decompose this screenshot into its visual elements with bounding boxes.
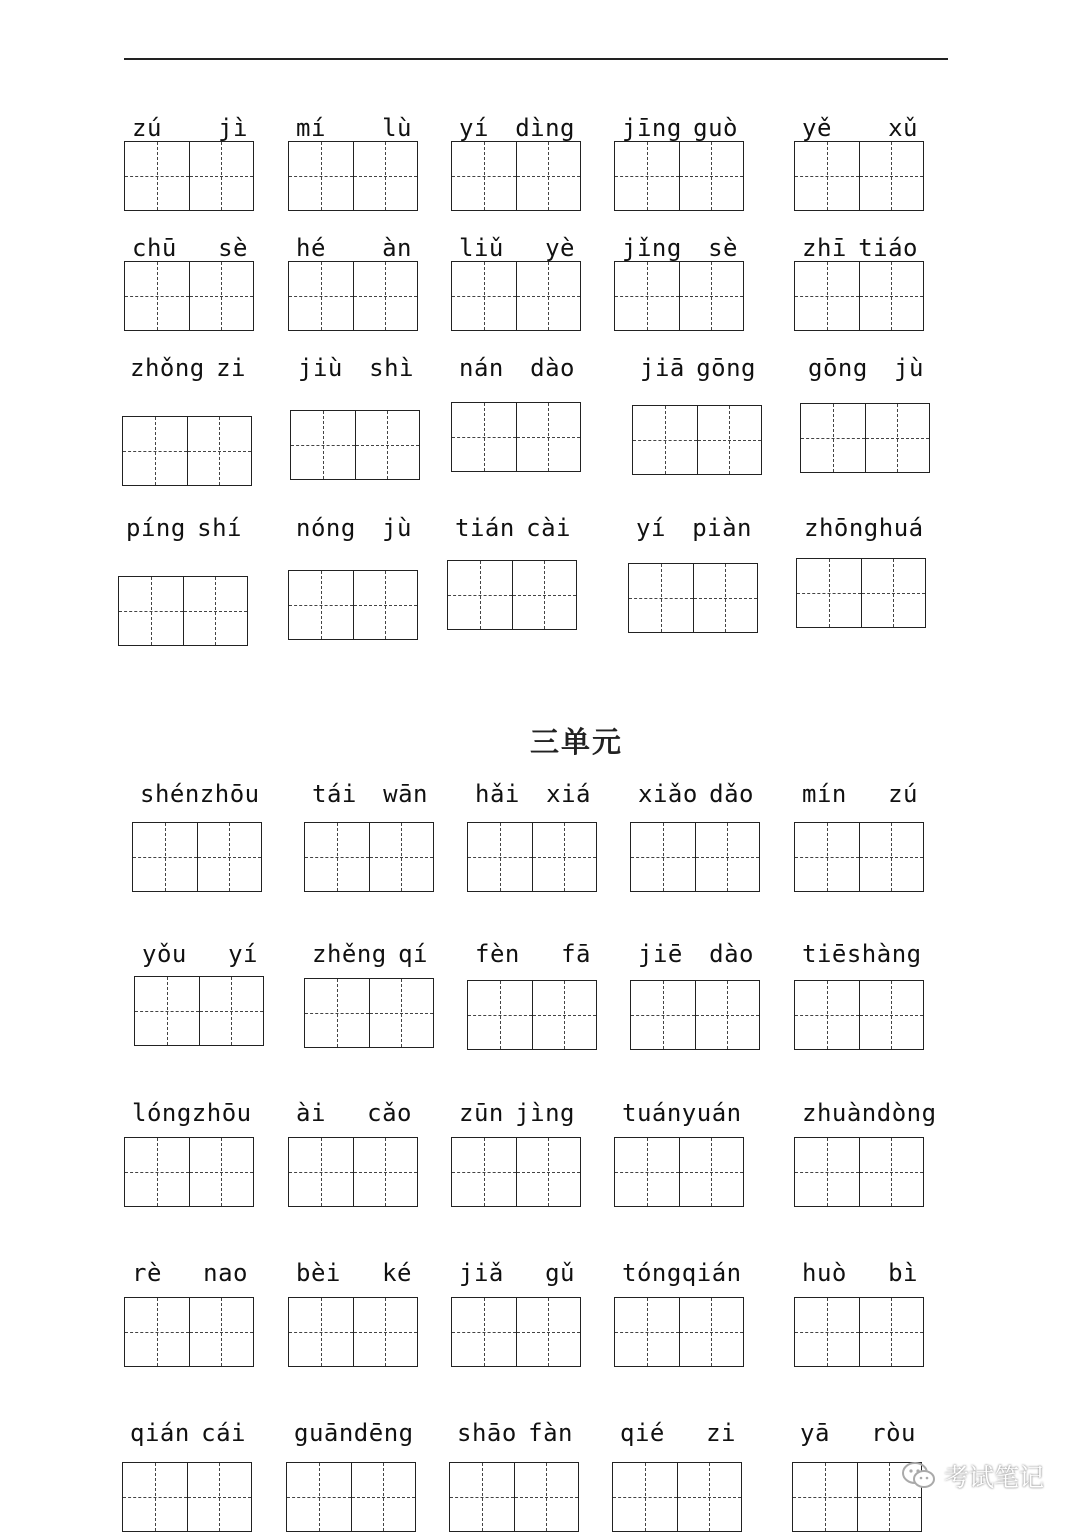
- top-writing-grid[interactable]: [800, 403, 930, 473]
- unit3-writing-grid[interactable]: [467, 822, 597, 892]
- pinyin-syllable: zhōng: [804, 514, 879, 542]
- character-cell[interactable]: [859, 142, 924, 210]
- pinyin-label: [622, 108, 738, 140]
- character-cell[interactable]: [795, 981, 859, 1049]
- character-cell[interactable]: [452, 262, 516, 330]
- character-cell[interactable]: [795, 1298, 859, 1366]
- pinyin-syllable: liǔ: [459, 234, 504, 262]
- pinyin-syllable: yí: [228, 940, 258, 968]
- unit3-writing-grid[interactable]: [630, 980, 760, 1050]
- pinyin-syllable: qié: [620, 1419, 665, 1447]
- character-cell[interactable]: [532, 823, 597, 891]
- pinyin-label: [620, 1413, 736, 1445]
- character-cell[interactable]: [795, 1138, 859, 1206]
- character-cell[interactable]: [197, 823, 262, 891]
- pinyin-syllable: zhěng: [312, 940, 387, 968]
- pinyin-label: [475, 934, 591, 966]
- character-cell[interactable]: [189, 262, 254, 330]
- pinyin-label: [622, 1093, 742, 1127]
- pinyin-label: [312, 774, 428, 806]
- character-cell[interactable]: [353, 262, 418, 330]
- header-rule: [124, 58, 948, 60]
- pinyin-syllable: fèn: [475, 940, 520, 968]
- pinyin-syllable: chū: [132, 234, 177, 262]
- pinyin-syllable: tuán: [622, 1099, 682, 1127]
- character-cell[interactable]: [516, 262, 581, 330]
- top-writing-grid[interactable]: [796, 558, 926, 628]
- pinyin-syllable: jù: [382, 514, 412, 542]
- unit3-writing-grid[interactable]: [304, 978, 434, 1048]
- character-cell[interactable]: [351, 1463, 416, 1531]
- pinyin-syllable: huá: [878, 514, 924, 542]
- character-cell[interactable]: [468, 823, 532, 891]
- pinyin-syllable: fàn: [528, 1419, 573, 1447]
- pinyin-syllable: qián: [130, 1419, 190, 1447]
- pinyin-syllable: nóng: [296, 514, 356, 542]
- pinyin-label: [312, 934, 428, 966]
- pinyin-label: [638, 934, 754, 966]
- unit3-writing-grid[interactable]: [794, 1297, 924, 1367]
- pinyin-label: [802, 774, 918, 806]
- character-cell[interactable]: [125, 1298, 189, 1366]
- character-cell[interactable]: [797, 559, 861, 627]
- character-cell[interactable]: [123, 1463, 187, 1531]
- pinyin-label: [296, 1253, 412, 1285]
- character-cell[interactable]: [448, 561, 512, 629]
- character-cell[interactable]: [353, 1298, 418, 1366]
- character-cell[interactable]: [119, 577, 183, 645]
- pinyin-syllable: sè: [708, 234, 738, 262]
- pinyin-syllable: zi: [706, 1419, 736, 1447]
- pinyin-syllable: tóng: [622, 1259, 682, 1287]
- character-cell[interactable]: [305, 823, 369, 891]
- pinyin-label: [459, 1093, 575, 1125]
- pinyin-syllable: xiǎo: [638, 780, 698, 808]
- pinyin-label: [459, 1253, 575, 1285]
- pinyin-syllable: gōng: [696, 354, 756, 382]
- unit3-writing-grid[interactable]: [794, 1137, 924, 1207]
- pinyin-syllable: lóng: [132, 1099, 192, 1127]
- character-cell[interactable]: [679, 1298, 744, 1366]
- character-cell[interactable]: [801, 404, 865, 472]
- character-cell[interactable]: [183, 577, 248, 645]
- pinyin-syllable: dēng: [353, 1419, 414, 1447]
- unit3-writing-grid[interactable]: [612, 1462, 742, 1532]
- character-cell[interactable]: [695, 981, 760, 1049]
- character-cell[interactable]: [633, 406, 697, 474]
- character-cell[interactable]: [187, 1463, 252, 1531]
- pinyin-label: [126, 508, 242, 540]
- pinyin-syllable: jiā: [640, 354, 685, 382]
- pinyin-syllable: zi: [216, 354, 246, 382]
- pinyin-syllable: cái: [201, 1419, 246, 1447]
- pinyin-syllable: yǒu: [142, 940, 187, 968]
- pinyin-syllable: cǎo: [367, 1099, 412, 1127]
- pinyin-syllable: jìng: [515, 1099, 575, 1127]
- pinyin-syllable: shì: [369, 354, 414, 382]
- unit3-writing-grid[interactable]: [614, 1297, 744, 1367]
- unit3-writing-grid[interactable]: [288, 1297, 418, 1367]
- character-cell[interactable]: [289, 571, 353, 639]
- pinyin-label: [459, 108, 575, 140]
- unit3-writing-grid[interactable]: [794, 822, 924, 892]
- pinyin-syllable: ài: [296, 1099, 326, 1127]
- pinyin-syllable: jǐng: [622, 234, 682, 262]
- pinyin-syllable: zhōu: [191, 1099, 252, 1127]
- unit3-writing-grid[interactable]: [132, 822, 262, 892]
- character-cell[interactable]: [353, 142, 418, 210]
- character-cell[interactable]: [859, 262, 924, 330]
- pinyin-syllable: jiē: [638, 940, 683, 968]
- pinyin-syllable: shí: [197, 514, 242, 542]
- character-cell[interactable]: [795, 823, 859, 891]
- top-writing-grid[interactable]: [288, 570, 418, 640]
- character-cell[interactable]: [353, 1138, 418, 1206]
- pinyin-syllable: tián: [455, 514, 515, 542]
- unit3-writing-grid[interactable]: [288, 1137, 418, 1207]
- watermark: [902, 1458, 1044, 1494]
- pinyin-syllable: lù: [382, 114, 412, 142]
- pinyin-label: [802, 934, 922, 968]
- pinyin-label: [622, 1253, 742, 1287]
- character-cell[interactable]: [369, 823, 434, 891]
- character-cell[interactable]: [631, 981, 695, 1049]
- watermark-text: 考试笔记: [943, 1463, 1044, 1492]
- unit3-writing-grid[interactable]: [134, 976, 264, 1046]
- character-cell[interactable]: [693, 564, 758, 632]
- character-cell[interactable]: [695, 823, 760, 891]
- pinyin-syllable: sè: [218, 234, 248, 262]
- top-writing-grid[interactable]: [614, 261, 744, 331]
- pinyin-syllable: nao: [203, 1259, 248, 1287]
- character-cell[interactable]: [189, 142, 254, 210]
- pinyin-syllable: dìng: [515, 114, 575, 142]
- pinyin-syllable: píng: [126, 514, 186, 542]
- unit-heading: 三单元: [530, 725, 624, 759]
- pinyin-syllable: yè: [545, 234, 575, 262]
- character-cell[interactable]: [697, 406, 762, 474]
- pinyin-label: [140, 774, 260, 808]
- character-cell[interactable]: [305, 979, 369, 1047]
- pinyin-syllable: wān: [383, 780, 428, 808]
- pinyin-syllable: shāo: [457, 1419, 517, 1447]
- top-writing-grid[interactable]: [118, 576, 248, 646]
- pinyin-label: [132, 228, 248, 260]
- unit3-writing-grid[interactable]: [614, 1137, 744, 1207]
- pinyin-label: [640, 348, 756, 380]
- pinyin-syllable: àn: [382, 234, 412, 262]
- pinyin-syllable: yí: [636, 514, 666, 542]
- pinyin-syllable: zhǒng: [130, 354, 205, 382]
- pinyin-syllable: zhī: [802, 234, 847, 262]
- pinyin-syllable: jì: [218, 114, 248, 142]
- unit3-writing-grid[interactable]: [124, 1137, 254, 1207]
- pinyin-syllable: zú: [132, 114, 162, 142]
- unit3-writing-grid[interactable]: [304, 822, 434, 892]
- character-cell[interactable]: [125, 1138, 189, 1206]
- unit3-writing-grid[interactable]: [451, 1137, 581, 1207]
- pinyin-label: [132, 108, 248, 140]
- character-cell[interactable]: [452, 403, 516, 471]
- character-cell[interactable]: [679, 142, 744, 210]
- character-cell[interactable]: [861, 559, 926, 627]
- pinyin-syllable: bì: [888, 1259, 918, 1287]
- pinyin-syllable: xǔ: [888, 114, 918, 142]
- pinyin-syllable: jiù: [298, 354, 343, 382]
- pinyin-syllable: jiǎ: [459, 1259, 504, 1287]
- character-cell[interactable]: [615, 262, 679, 330]
- pinyin-syllable: tiáo: [858, 234, 918, 262]
- pinyin-syllable: ké: [382, 1259, 412, 1287]
- pinyin-label: [622, 228, 738, 260]
- top-writing-grid[interactable]: [447, 560, 577, 630]
- unit3-writing-grid[interactable]: [630, 822, 760, 892]
- pinyin-syllable: gǔ: [545, 1259, 575, 1287]
- character-cell[interactable]: [859, 823, 924, 891]
- pinyin-syllable: mín: [802, 780, 847, 808]
- top-writing-grid[interactable]: [124, 141, 254, 211]
- character-cell[interactable]: [859, 1298, 924, 1366]
- pinyin-syllable: jīng: [622, 114, 682, 142]
- character-cell[interactable]: [516, 1298, 581, 1366]
- character-cell[interactable]: [859, 1138, 924, 1206]
- character-cell[interactable]: [613, 1463, 677, 1531]
- character-cell[interactable]: [452, 142, 516, 210]
- pinyin-label: [459, 348, 575, 380]
- character-cell[interactable]: [516, 403, 581, 471]
- character-cell[interactable]: [123, 417, 187, 485]
- top-writing-grid[interactable]: [290, 410, 420, 480]
- pinyin-label: [802, 108, 918, 140]
- pinyin-label: [296, 1093, 412, 1125]
- pinyin-label: [294, 1413, 414, 1447]
- character-cell[interactable]: [516, 142, 581, 210]
- pinyin-syllable: tiē: [802, 940, 847, 968]
- character-cell[interactable]: [512, 561, 577, 629]
- pinyin-label: [636, 508, 752, 540]
- character-cell[interactable]: [452, 1138, 516, 1206]
- pinyin-syllable: shén: [140, 780, 200, 808]
- pinyin-syllable: qián: [681, 1259, 742, 1287]
- pinyin-label: [804, 508, 924, 542]
- pinyin-syllable: ròu: [871, 1419, 916, 1447]
- character-cell[interactable]: [291, 411, 355, 479]
- pinyin-syllable: yā: [800, 1419, 830, 1447]
- character-cell[interactable]: [452, 1298, 516, 1366]
- pinyin-syllable: cài: [526, 514, 571, 542]
- unit3-writing-grid[interactable]: [451, 1297, 581, 1367]
- pinyin-syllable: yě: [802, 114, 832, 142]
- pinyin-label: [296, 508, 412, 540]
- character-cell[interactable]: [450, 1463, 514, 1531]
- character-cell[interactable]: [795, 262, 859, 330]
- pinyin-label: [132, 1253, 248, 1285]
- pinyin-syllable: zūn: [459, 1099, 504, 1127]
- pinyin-syllable: yí: [459, 114, 489, 142]
- character-cell[interactable]: [677, 1463, 742, 1531]
- pinyin-syllable: xiá: [546, 780, 591, 808]
- character-cell[interactable]: [289, 262, 353, 330]
- pinyin-syllable: yuán: [681, 1099, 742, 1127]
- pinyin-syllable: zhuàn: [802, 1099, 877, 1127]
- character-cell[interactable]: [369, 979, 434, 1047]
- pinyin-syllable: gōng: [808, 354, 868, 382]
- pinyin-syllable: hǎi: [475, 780, 520, 808]
- pinyin-syllable: fā: [561, 940, 591, 968]
- unit3-writing-grid[interactable]: [122, 1462, 252, 1532]
- pinyin-syllable: nán: [459, 354, 504, 382]
- pinyin-syllable: piàn: [692, 514, 752, 542]
- pinyin-syllable: zú: [888, 780, 918, 808]
- pinyin-syllable: shàng: [846, 940, 922, 968]
- character-cell[interactable]: [631, 823, 695, 891]
- pinyin-syllable: guò: [693, 114, 738, 142]
- pinyin-syllable: guān: [294, 1419, 354, 1447]
- pinyin-syllable: dào: [530, 354, 575, 382]
- pinyin-syllable: huò: [802, 1259, 847, 1287]
- character-cell[interactable]: [865, 404, 930, 472]
- top-writing-grid[interactable]: [794, 261, 924, 331]
- pinyin-syllable: mí: [296, 114, 326, 142]
- top-writing-grid[interactable]: [628, 563, 758, 633]
- character-cell[interactable]: [289, 1298, 353, 1366]
- character-cell[interactable]: [135, 977, 199, 1045]
- pinyin-label: [130, 348, 246, 380]
- top-writing-grid[interactable]: [122, 416, 252, 486]
- character-cell[interactable]: [189, 1298, 254, 1366]
- character-cell[interactable]: [468, 981, 532, 1049]
- pinyin-label: [296, 228, 412, 260]
- pinyin-syllable: dòng: [876, 1099, 937, 1127]
- top-writing-grid[interactable]: [794, 141, 924, 211]
- character-cell[interactable]: [615, 1138, 679, 1206]
- unit3-writing-grid[interactable]: [467, 980, 597, 1050]
- top-writing-grid[interactable]: [124, 261, 254, 331]
- character-cell[interactable]: [514, 1463, 579, 1531]
- character-cell[interactable]: [353, 571, 418, 639]
- unit3-writing-grid[interactable]: [286, 1462, 416, 1532]
- pinyin-label: [808, 348, 924, 380]
- top-writing-grid[interactable]: [451, 402, 581, 472]
- wechat-icon: [902, 1461, 936, 1491]
- character-cell[interactable]: [615, 142, 679, 210]
- character-cell[interactable]: [793, 1463, 857, 1531]
- unit3-writing-grid[interactable]: [124, 1297, 254, 1367]
- pinyin-syllable: qí: [398, 940, 428, 968]
- top-writing-grid[interactable]: [614, 141, 744, 211]
- pinyin-label: [132, 1093, 252, 1127]
- character-cell[interactable]: [125, 262, 189, 330]
- character-cell[interactable]: [679, 1138, 744, 1206]
- character-cell[interactable]: [355, 411, 420, 479]
- top-writing-grid[interactable]: [288, 261, 418, 331]
- pinyin-label: [298, 348, 414, 380]
- pinyin-label: [457, 1413, 573, 1445]
- character-cell[interactable]: [199, 977, 264, 1045]
- pinyin-label: [802, 1093, 937, 1127]
- character-cell[interactable]: [629, 564, 693, 632]
- top-writing-grid[interactable]: [451, 141, 581, 211]
- top-writing-grid[interactable]: [288, 141, 418, 211]
- pinyin-label: [459, 228, 575, 260]
- character-cell[interactable]: [679, 262, 744, 330]
- character-cell[interactable]: [133, 823, 197, 891]
- unit3-writing-grid[interactable]: [794, 980, 924, 1050]
- character-cell[interactable]: [125, 142, 189, 210]
- pinyin-syllable: dǎo: [709, 780, 754, 808]
- character-cell[interactable]: [795, 142, 859, 210]
- character-cell[interactable]: [516, 1138, 581, 1206]
- character-cell[interactable]: [615, 1298, 679, 1366]
- character-cell[interactable]: [859, 981, 924, 1049]
- top-writing-grid[interactable]: [451, 261, 581, 331]
- pinyin-syllable: tái: [312, 780, 357, 808]
- pinyin-label: [455, 508, 571, 540]
- pinyin-label: [800, 1413, 916, 1445]
- pinyin-label: [802, 228, 918, 260]
- character-cell[interactable]: [189, 1138, 254, 1206]
- character-cell[interactable]: [532, 981, 597, 1049]
- unit3-writing-grid[interactable]: [449, 1462, 579, 1532]
- pinyin-label: [638, 774, 754, 806]
- character-cell[interactable]: [289, 1138, 353, 1206]
- pinyin-label: [475, 774, 591, 806]
- pinyin-syllable: zhōu: [199, 780, 260, 808]
- pinyin-syllable: dào: [709, 940, 754, 968]
- character-cell[interactable]: [289, 142, 353, 210]
- pinyin-syllable: hé: [296, 234, 326, 262]
- top-writing-grid[interactable]: [632, 405, 762, 475]
- pinyin-syllable: bèi: [296, 1259, 341, 1287]
- pinyin-label: [130, 1413, 246, 1445]
- character-cell[interactable]: [187, 417, 252, 485]
- pinyin-label: [296, 108, 412, 140]
- pinyin-syllable: jù: [894, 354, 924, 382]
- pinyin-label: [142, 934, 258, 966]
- pinyin-syllable: rè: [132, 1259, 162, 1287]
- pinyin-label: [802, 1253, 918, 1285]
- character-cell[interactable]: [287, 1463, 351, 1531]
